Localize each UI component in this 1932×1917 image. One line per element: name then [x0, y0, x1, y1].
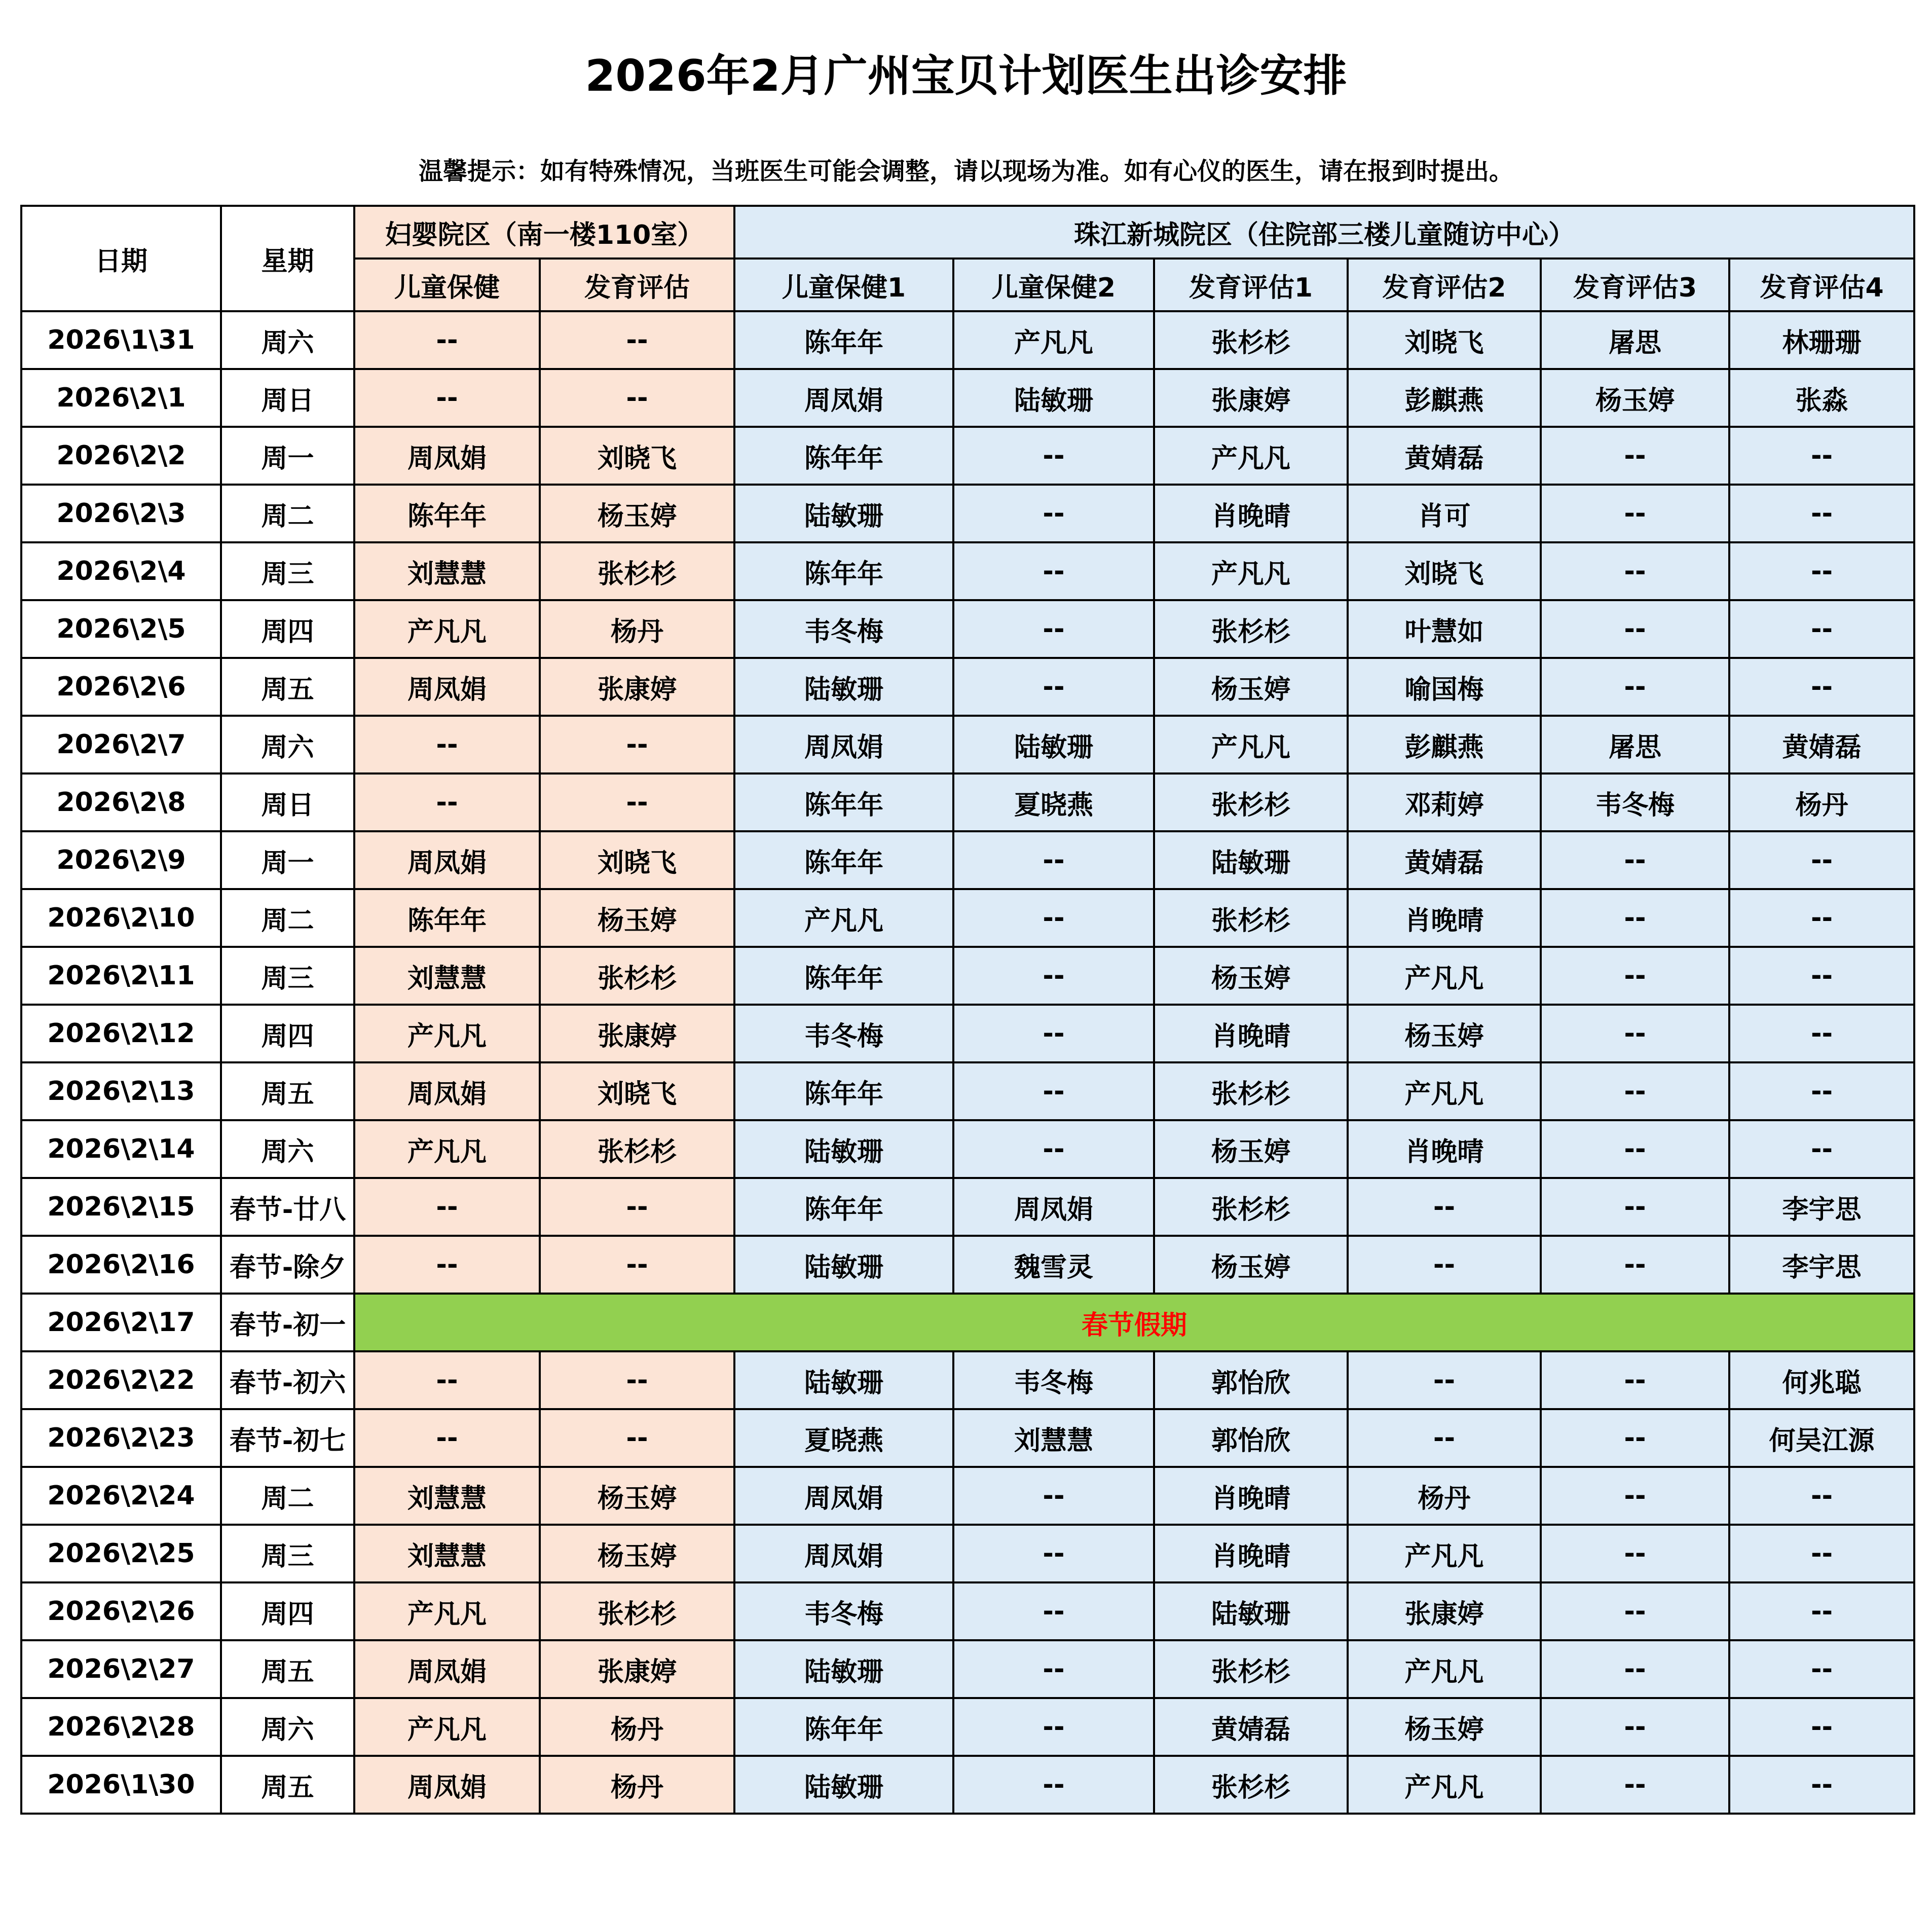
cell-dev-assessment-2: 肖晚晴 — [1348, 1120, 1541, 1178]
cell-child-care: 周凤娟 — [354, 1640, 540, 1698]
cell-child-care-1: 陈年年 — [734, 947, 953, 1005]
cell-child-care-1: 陈年年 — [734, 427, 953, 485]
notice-text: 温馨提示：如有特殊情况，当班医生可能会调整，请以现场为准。如有心仪的医生，请在报到时提出。 — [418, 157, 1513, 186]
cell-child-care: -- — [354, 773, 540, 831]
cell-child-care: 刘慧慧 — [354, 542, 540, 600]
cell-dev-assessment-2: 杨丹 — [1348, 1467, 1541, 1525]
cell-dev-assessment-4: -- — [1729, 1756, 1914, 1814]
weekday-cell: 周日 — [221, 773, 354, 831]
col-header-dev-assessment-2: 发育评估2 — [1348, 259, 1541, 311]
cell-dev-assessment-4: 何兆聪 — [1729, 1351, 1914, 1409]
cell-dev-assessment-1: 肖晚晴 — [1154, 1005, 1348, 1062]
cell-dev-assessment-4: -- — [1729, 1525, 1914, 1582]
cell-dev-assessment-2: 黄婧磊 — [1348, 831, 1541, 889]
schedule-row — [21, 369, 1914, 427]
weekday-cell: 周五 — [221, 1062, 354, 1120]
weekday-cell: 周四 — [221, 1582, 354, 1640]
schedule-body — [21, 311, 1914, 1814]
cell-child-care-2: -- — [953, 831, 1154, 889]
cell-dev-assessment-2: 产凡凡 — [1348, 1525, 1541, 1582]
schedule-row — [21, 1756, 1914, 1814]
date-cell: 2026\2\16 — [21, 1236, 221, 1294]
date-cell: 2026\2\13 — [21, 1062, 221, 1120]
cell-dev-assessment-3: -- — [1541, 889, 1729, 947]
cell-dev-assessment-2: 产凡凡 — [1348, 1756, 1541, 1814]
cell-dev-assessment-2: -- — [1348, 1409, 1541, 1467]
cell-dev-assessment: -- — [540, 311, 734, 369]
cell-dev-assessment-2: -- — [1348, 1178, 1541, 1236]
cell-child-care-2: 产凡凡 — [953, 311, 1154, 369]
cell-child-care-2: -- — [953, 485, 1154, 542]
weekday-cell: 周六 — [221, 1698, 354, 1756]
cell-child-care: 刘慧慧 — [354, 1467, 540, 1525]
weekday-cell: 春节-初六 — [221, 1351, 354, 1409]
cell-dev-assessment-2: -- — [1348, 1236, 1541, 1294]
cell-dev-assessment-4: -- — [1729, 1005, 1914, 1062]
cell-dev-assessment: 刘晓飞 — [540, 831, 734, 889]
date-cell: 2026\2\4 — [21, 542, 221, 600]
cell-dev-assessment: -- — [540, 1236, 734, 1294]
cell-child-care: 产凡凡 — [354, 600, 540, 658]
schedule-table — [20, 205, 1915, 1815]
cell-dev-assessment-4: -- — [1729, 1467, 1914, 1525]
cell-dev-assessment-4: 杨丹 — [1729, 773, 1914, 831]
cell-child-care-1: 陆敏珊 — [734, 1120, 953, 1178]
date-cell: 2026\2\14 — [21, 1120, 221, 1178]
cell-dev-assessment-3: -- — [1541, 1409, 1729, 1467]
cell-child-care-2: -- — [953, 600, 1154, 658]
cell-child-care-1: 产凡凡 — [734, 889, 953, 947]
col-header-child-care-1: 儿童保健1 — [734, 259, 953, 311]
date-cell: 2026\2\28 — [21, 1698, 221, 1756]
cell-child-care: -- — [354, 1351, 540, 1409]
cell-dev-assessment: 杨丹 — [540, 600, 734, 658]
schedule-row — [21, 311, 1914, 369]
cell-dev-assessment-3: -- — [1541, 1756, 1729, 1814]
cell-dev-assessment: 刘晓飞 — [540, 1062, 734, 1120]
cell-dev-assessment-3: -- — [1541, 1698, 1729, 1756]
cell-dev-assessment: -- — [540, 716, 734, 773]
cell-dev-assessment-1: 张杉杉 — [1154, 311, 1348, 369]
date-cell: 2026\2\8 — [21, 773, 221, 831]
cell-child-care-2: 魏雪灵 — [953, 1236, 1154, 1294]
cell-child-care-2: -- — [953, 427, 1154, 485]
cell-child-care: -- — [354, 1409, 540, 1467]
cell-child-care-2: 陆敏珊 — [953, 369, 1154, 427]
cell-dev-assessment-3: -- — [1541, 1640, 1729, 1698]
cell-child-care-1: 周凤娟 — [734, 716, 953, 773]
schedule-row — [21, 1236, 1914, 1294]
cell-dev-assessment: 杨玉婷 — [540, 485, 734, 542]
cell-child-care-1: 周凤娟 — [734, 369, 953, 427]
cell-child-care: 周凤娟 — [354, 1756, 540, 1814]
cell-dev-assessment-4: -- — [1729, 1062, 1914, 1120]
cell-dev-assessment-1: 杨玉婷 — [1154, 947, 1348, 1005]
cell-child-care: -- — [354, 1236, 540, 1294]
cell-child-care-1: 陈年年 — [734, 831, 953, 889]
schedule-row — [21, 773, 1914, 831]
cell-child-care-2: -- — [953, 1756, 1154, 1814]
cell-child-care-1: 陈年年 — [734, 1062, 953, 1120]
date-cell: 2026\1\31 — [21, 311, 221, 369]
date-cell: 2026\2\17 — [21, 1294, 221, 1351]
col-header-dev-assessment-4: 发育评估4 — [1729, 259, 1914, 311]
cell-child-care: 陈年年 — [354, 889, 540, 947]
cell-child-care-2: -- — [953, 947, 1154, 1005]
cell-dev-assessment-4: 林珊珊 — [1729, 311, 1914, 369]
schedule-row — [21, 1005, 1914, 1062]
date-cell: 2026\2\12 — [21, 1005, 221, 1062]
cell-dev-assessment-1: 产凡凡 — [1154, 716, 1348, 773]
cell-dev-assessment-4: -- — [1729, 831, 1914, 889]
cell-dev-assessment-2: 刘晓飞 — [1348, 542, 1541, 600]
cell-dev-assessment-4: -- — [1729, 542, 1914, 600]
cell-dev-assessment-1: 产凡凡 — [1154, 542, 1348, 600]
cell-dev-assessment-3: 屠思 — [1541, 716, 1729, 773]
date-cell: 2026\2\27 — [21, 1640, 221, 1698]
cell-dev-assessment-1: 肖晚晴 — [1154, 1467, 1348, 1525]
cell-dev-assessment-3: -- — [1541, 427, 1729, 485]
header-weekday: 星期 — [221, 206, 354, 311]
schedule-row — [21, 1698, 1914, 1756]
cell-dev-assessment-3: -- — [1541, 1525, 1729, 1582]
date-cell: 2026\2\9 — [21, 831, 221, 889]
cell-child-care-1: 陈年年 — [734, 311, 953, 369]
cell-child-care: 产凡凡 — [354, 1005, 540, 1062]
cell-child-care-1: 陆敏珊 — [734, 1351, 953, 1409]
weekday-cell: 周三 — [221, 542, 354, 600]
cell-dev-assessment-3: -- — [1541, 1062, 1729, 1120]
cell-dev-assessment-3: 屠思 — [1541, 311, 1729, 369]
date-cell: 2026\2\5 — [21, 600, 221, 658]
cell-child-care-2: -- — [953, 1467, 1154, 1525]
cell-dev-assessment-1: 张杉杉 — [1154, 600, 1348, 658]
weekday-cell: 周二 — [221, 485, 354, 542]
cell-dev-assessment: 张康婷 — [540, 658, 734, 716]
cell-child-care-2: -- — [953, 658, 1154, 716]
cell-dev-assessment-4: -- — [1729, 600, 1914, 658]
col-header-child-care-2: 儿童保健2 — [953, 259, 1154, 311]
weekday-cell: 春节-初一 — [221, 1294, 354, 1351]
weekday-cell: 周五 — [221, 1756, 354, 1814]
cell-child-care-1: 周凤娟 — [734, 1467, 953, 1525]
cell-child-care: 刘慧慧 — [354, 947, 540, 1005]
cell-child-care: -- — [354, 311, 540, 369]
cell-dev-assessment: -- — [540, 369, 734, 427]
cell-dev-assessment-3: 韦冬梅 — [1541, 773, 1729, 831]
cell-dev-assessment-4: -- — [1729, 427, 1914, 485]
weekday-cell: 周四 — [221, 1005, 354, 1062]
col-header-dev-assessment-1: 发育评估1 — [1154, 259, 1348, 311]
cell-child-care: 陈年年 — [354, 485, 540, 542]
date-cell: 2026\2\1 — [21, 369, 221, 427]
weekday-cell: 周二 — [221, 889, 354, 947]
cell-child-care: 周凤娟 — [354, 1062, 540, 1120]
cell-dev-assessment-3: -- — [1541, 1351, 1729, 1409]
cell-dev-assessment-4: -- — [1729, 1640, 1914, 1698]
cell-dev-assessment-2: 肖可 — [1348, 485, 1541, 542]
cell-dev-assessment-2: 产凡凡 — [1348, 1640, 1541, 1698]
cell-dev-assessment-4: -- — [1729, 485, 1914, 542]
cell-dev-assessment: 张杉杉 — [540, 1120, 734, 1178]
weekday-cell: 周五 — [221, 1640, 354, 1698]
cell-dev-assessment-3: -- — [1541, 947, 1729, 1005]
cell-child-care: -- — [354, 369, 540, 427]
date-cell: 2026\2\6 — [21, 658, 221, 716]
date-cell: 2026\2\26 — [21, 1582, 221, 1640]
cell-dev-assessment-3: -- — [1541, 658, 1729, 716]
schedule-row — [21, 1409, 1914, 1467]
cell-dev-assessment-2: 邓莉婷 — [1348, 773, 1541, 831]
date-cell: 2026\2\22 — [21, 1351, 221, 1409]
header-campus-b: 珠江新城院区（住院部三楼儿童随访中心） — [734, 206, 1914, 259]
cell-child-care-2: 韦冬梅 — [953, 1351, 1154, 1409]
cell-dev-assessment-3: -- — [1541, 831, 1729, 889]
cell-dev-assessment-4: -- — [1729, 889, 1914, 947]
date-cell: 2026\2\25 — [21, 1525, 221, 1582]
date-cell: 2026\2\23 — [21, 1409, 221, 1467]
cell-dev-assessment-3: -- — [1541, 485, 1729, 542]
cell-dev-assessment-1: 张杉杉 — [1154, 1062, 1348, 1120]
cell-child-care-2: -- — [953, 1525, 1154, 1582]
cell-dev-assessment-4: -- — [1729, 1120, 1914, 1178]
date-cell: 2026\2\24 — [21, 1467, 221, 1525]
cell-dev-assessment: 张杉杉 — [540, 1582, 734, 1640]
weekday-cell: 周六 — [221, 311, 354, 369]
cell-child-care-2: 刘慧慧 — [953, 1409, 1154, 1467]
cell-child-care: 周凤娟 — [354, 658, 540, 716]
date-cell: 2026\2\2 — [21, 427, 221, 485]
col-header-child-care: 儿童保健 — [354, 259, 540, 311]
cell-child-care-2: -- — [953, 542, 1154, 600]
cell-child-care-2: -- — [953, 1005, 1154, 1062]
weekday-cell: 周二 — [221, 1467, 354, 1525]
cell-dev-assessment-1: 郭怡欣 — [1154, 1351, 1348, 1409]
holiday-banner: 春节假期 — [354, 1294, 1914, 1351]
cell-dev-assessment-3: -- — [1541, 1178, 1729, 1236]
cell-dev-assessment-4: -- — [1729, 1582, 1914, 1640]
date-cell: 2026\1\30 — [21, 1756, 221, 1814]
cell-dev-assessment-1: 陆敏珊 — [1154, 1582, 1348, 1640]
cell-child-care-2: 陆敏珊 — [953, 716, 1154, 773]
cell-dev-assessment-2: 产凡凡 — [1348, 947, 1541, 1005]
cell-dev-assessment-1: 产凡凡 — [1154, 427, 1348, 485]
cell-child-care-1: 陆敏珊 — [734, 1640, 953, 1698]
cell-child-care-1: 韦冬梅 — [734, 600, 953, 658]
weekday-cell: 周一 — [221, 831, 354, 889]
schedule-row — [21, 1525, 1914, 1582]
cell-child-care-1: 陆敏珊 — [734, 485, 953, 542]
schedule-row — [21, 1351, 1914, 1409]
cell-dev-assessment-2: 彭麒燕 — [1348, 716, 1541, 773]
schedule-row — [21, 1178, 1914, 1236]
cell-child-care-1: 韦冬梅 — [734, 1582, 953, 1640]
cell-child-care-2: 周凤娟 — [953, 1178, 1154, 1236]
cell-dev-assessment-3: -- — [1541, 1467, 1729, 1525]
cell-dev-assessment: 刘晓飞 — [540, 427, 734, 485]
cell-dev-assessment-4: -- — [1729, 658, 1914, 716]
schedule-row — [21, 831, 1914, 889]
col-header-dev-assessment: 发育评估 — [540, 259, 734, 311]
cell-dev-assessment-1: 张康婷 — [1154, 369, 1348, 427]
cell-dev-assessment-2: 喻国梅 — [1348, 658, 1541, 716]
cell-dev-assessment: -- — [540, 1409, 734, 1467]
cell-dev-assessment-4: 何吴江源 — [1729, 1409, 1914, 1467]
weekday-cell: 春节-除夕 — [221, 1236, 354, 1294]
cell-child-care-1: 陆敏珊 — [734, 1236, 953, 1294]
date-cell: 2026\2\7 — [21, 716, 221, 773]
cell-dev-assessment-4: 李宇思 — [1729, 1236, 1914, 1294]
cell-dev-assessment-1: 陆敏珊 — [1154, 831, 1348, 889]
weekday-cell: 周一 — [221, 427, 354, 485]
cell-child-care: 产凡凡 — [354, 1582, 540, 1640]
cell-child-care-1: 陈年年 — [734, 1178, 953, 1236]
cell-dev-assessment: 杨丹 — [540, 1756, 734, 1814]
weekday-cell: 周三 — [221, 947, 354, 1005]
page-title: 2026年2月广州宝贝计划医生出诊安排 — [585, 51, 1347, 101]
cell-child-care: 周凤娟 — [354, 831, 540, 889]
cell-child-care-2: -- — [953, 1698, 1154, 1756]
col-header-dev-assessment-3: 发育评估3 — [1541, 259, 1729, 311]
cell-child-care-1: 陈年年 — [734, 542, 953, 600]
schedule-row — [21, 1467, 1914, 1525]
cell-child-care: -- — [354, 716, 540, 773]
cell-child-care: 产凡凡 — [354, 1120, 540, 1178]
cell-dev-assessment-1: 肖晚晴 — [1154, 1525, 1348, 1582]
cell-dev-assessment: -- — [540, 1178, 734, 1236]
cell-child-care: 产凡凡 — [354, 1698, 540, 1756]
cell-child-care-2: 夏晓燕 — [953, 773, 1154, 831]
cell-dev-assessment-1: 郭怡欣 — [1154, 1409, 1348, 1467]
header-date: 日期 — [21, 206, 221, 311]
weekday-cell: 周五 — [221, 658, 354, 716]
cell-child-care-2: -- — [953, 1062, 1154, 1120]
cell-child-care-2: -- — [953, 1120, 1154, 1178]
schedule-row — [21, 1294, 1914, 1351]
date-cell: 2026\2\10 — [21, 889, 221, 947]
header-campus-a: 妇婴院区（南一楼110室） — [354, 206, 734, 259]
schedule-row — [21, 485, 1914, 542]
weekday-cell: 周日 — [221, 369, 354, 427]
schedule-row — [21, 427, 1914, 485]
cell-dev-assessment-1: 张杉杉 — [1154, 1178, 1348, 1236]
cell-dev-assessment-2: 产凡凡 — [1348, 1062, 1541, 1120]
schedule-row — [21, 1640, 1914, 1698]
cell-dev-assessment-2: 杨玉婷 — [1348, 1698, 1541, 1756]
cell-dev-assessment: 张杉杉 — [540, 542, 734, 600]
schedule-row — [21, 716, 1914, 773]
cell-dev-assessment-2: 彭麒燕 — [1348, 369, 1541, 427]
cell-dev-assessment-4: -- — [1729, 1698, 1914, 1756]
cell-dev-assessment-1: 黄婧磊 — [1154, 1698, 1348, 1756]
weekday-cell: 春节-初七 — [221, 1409, 354, 1467]
cell-dev-assessment-4: 张淼 — [1729, 369, 1914, 427]
schedule-row — [21, 1062, 1914, 1120]
cell-child-care: -- — [354, 1178, 540, 1236]
cell-child-care-1: 陆敏珊 — [734, 658, 953, 716]
schedule-row — [21, 1120, 1914, 1178]
cell-dev-assessment-4: 黄婧磊 — [1729, 716, 1914, 773]
cell-dev-assessment-3: -- — [1541, 542, 1729, 600]
cell-dev-assessment-1: 杨玉婷 — [1154, 1236, 1348, 1294]
cell-dev-assessment-1: 杨玉婷 — [1154, 1120, 1348, 1178]
cell-dev-assessment-1: 张杉杉 — [1154, 1640, 1348, 1698]
cell-dev-assessment: 杨玉婷 — [540, 1467, 734, 1525]
cell-dev-assessment: 张康婷 — [540, 1005, 734, 1062]
cell-dev-assessment-2: 叶慧如 — [1348, 600, 1541, 658]
schedule-row — [21, 947, 1914, 1005]
weekday-cell: 周四 — [221, 600, 354, 658]
schedule-row — [21, 889, 1914, 947]
cell-dev-assessment-3: -- — [1541, 1236, 1729, 1294]
cell-dev-assessment: -- — [540, 773, 734, 831]
cell-child-care-1: 周凤娟 — [734, 1525, 953, 1582]
cell-child-care-2: -- — [953, 1582, 1154, 1640]
cell-child-care-2: -- — [953, 1640, 1154, 1698]
cell-dev-assessment: 杨玉婷 — [540, 1525, 734, 1582]
cell-child-care-1: 陆敏珊 — [734, 1756, 953, 1814]
cell-child-care: 周凤娟 — [354, 427, 540, 485]
cell-dev-assessment-1: 杨玉婷 — [1154, 658, 1348, 716]
cell-child-care-1: 陈年年 — [734, 1698, 953, 1756]
cell-child-care-1: 韦冬梅 — [734, 1005, 953, 1062]
cell-child-care-1: 陈年年 — [734, 773, 953, 831]
schedule-row — [21, 1582, 1914, 1640]
cell-child-care-1: 夏晓燕 — [734, 1409, 953, 1467]
weekday-cell: 周六 — [221, 1120, 354, 1178]
cell-dev-assessment: 杨玉婷 — [540, 889, 734, 947]
cell-dev-assessment-2: 张康婷 — [1348, 1582, 1541, 1640]
cell-dev-assessment-3: 杨玉婷 — [1541, 369, 1729, 427]
cell-dev-assessment-2: -- — [1348, 1351, 1541, 1409]
cell-dev-assessment-3: -- — [1541, 1005, 1729, 1062]
cell-dev-assessment-4: -- — [1729, 947, 1914, 1005]
cell-dev-assessment-4: 李宇思 — [1729, 1178, 1914, 1236]
cell-dev-assessment-3: -- — [1541, 1582, 1729, 1640]
cell-child-care-2: -- — [953, 889, 1154, 947]
date-cell: 2026\2\15 — [21, 1178, 221, 1236]
date-cell: 2026\2\3 — [21, 485, 221, 542]
cell-dev-assessment-2: 肖晚晴 — [1348, 889, 1541, 947]
cell-dev-assessment: 张康婷 — [540, 1640, 734, 1698]
cell-dev-assessment-2: 黄婧磊 — [1348, 427, 1541, 485]
cell-dev-assessment-2: 刘晓飞 — [1348, 311, 1541, 369]
cell-child-care: 刘慧慧 — [354, 1525, 540, 1582]
date-cell: 2026\2\11 — [21, 947, 221, 1005]
cell-dev-assessment-3: -- — [1541, 1120, 1729, 1178]
cell-dev-assessment-1: 肖晚晴 — [1154, 485, 1348, 542]
weekday-cell: 周三 — [221, 1525, 354, 1582]
weekday-cell: 周六 — [221, 716, 354, 773]
schedule-row — [21, 658, 1914, 716]
schedule-row — [21, 600, 1914, 658]
cell-dev-assessment-2: 杨玉婷 — [1348, 1005, 1541, 1062]
cell-dev-assessment: -- — [540, 1351, 734, 1409]
cell-dev-assessment-1: 张杉杉 — [1154, 1756, 1348, 1814]
cell-dev-assessment-3: -- — [1541, 600, 1729, 658]
cell-dev-assessment: 杨丹 — [540, 1698, 734, 1756]
cell-dev-assessment: 张杉杉 — [540, 947, 734, 1005]
weekday-cell: 春节-廿八 — [221, 1178, 354, 1236]
cell-dev-assessment-1: 张杉杉 — [1154, 889, 1348, 947]
cell-dev-assessment-1: 张杉杉 — [1154, 773, 1348, 831]
schedule-row — [21, 542, 1914, 600]
